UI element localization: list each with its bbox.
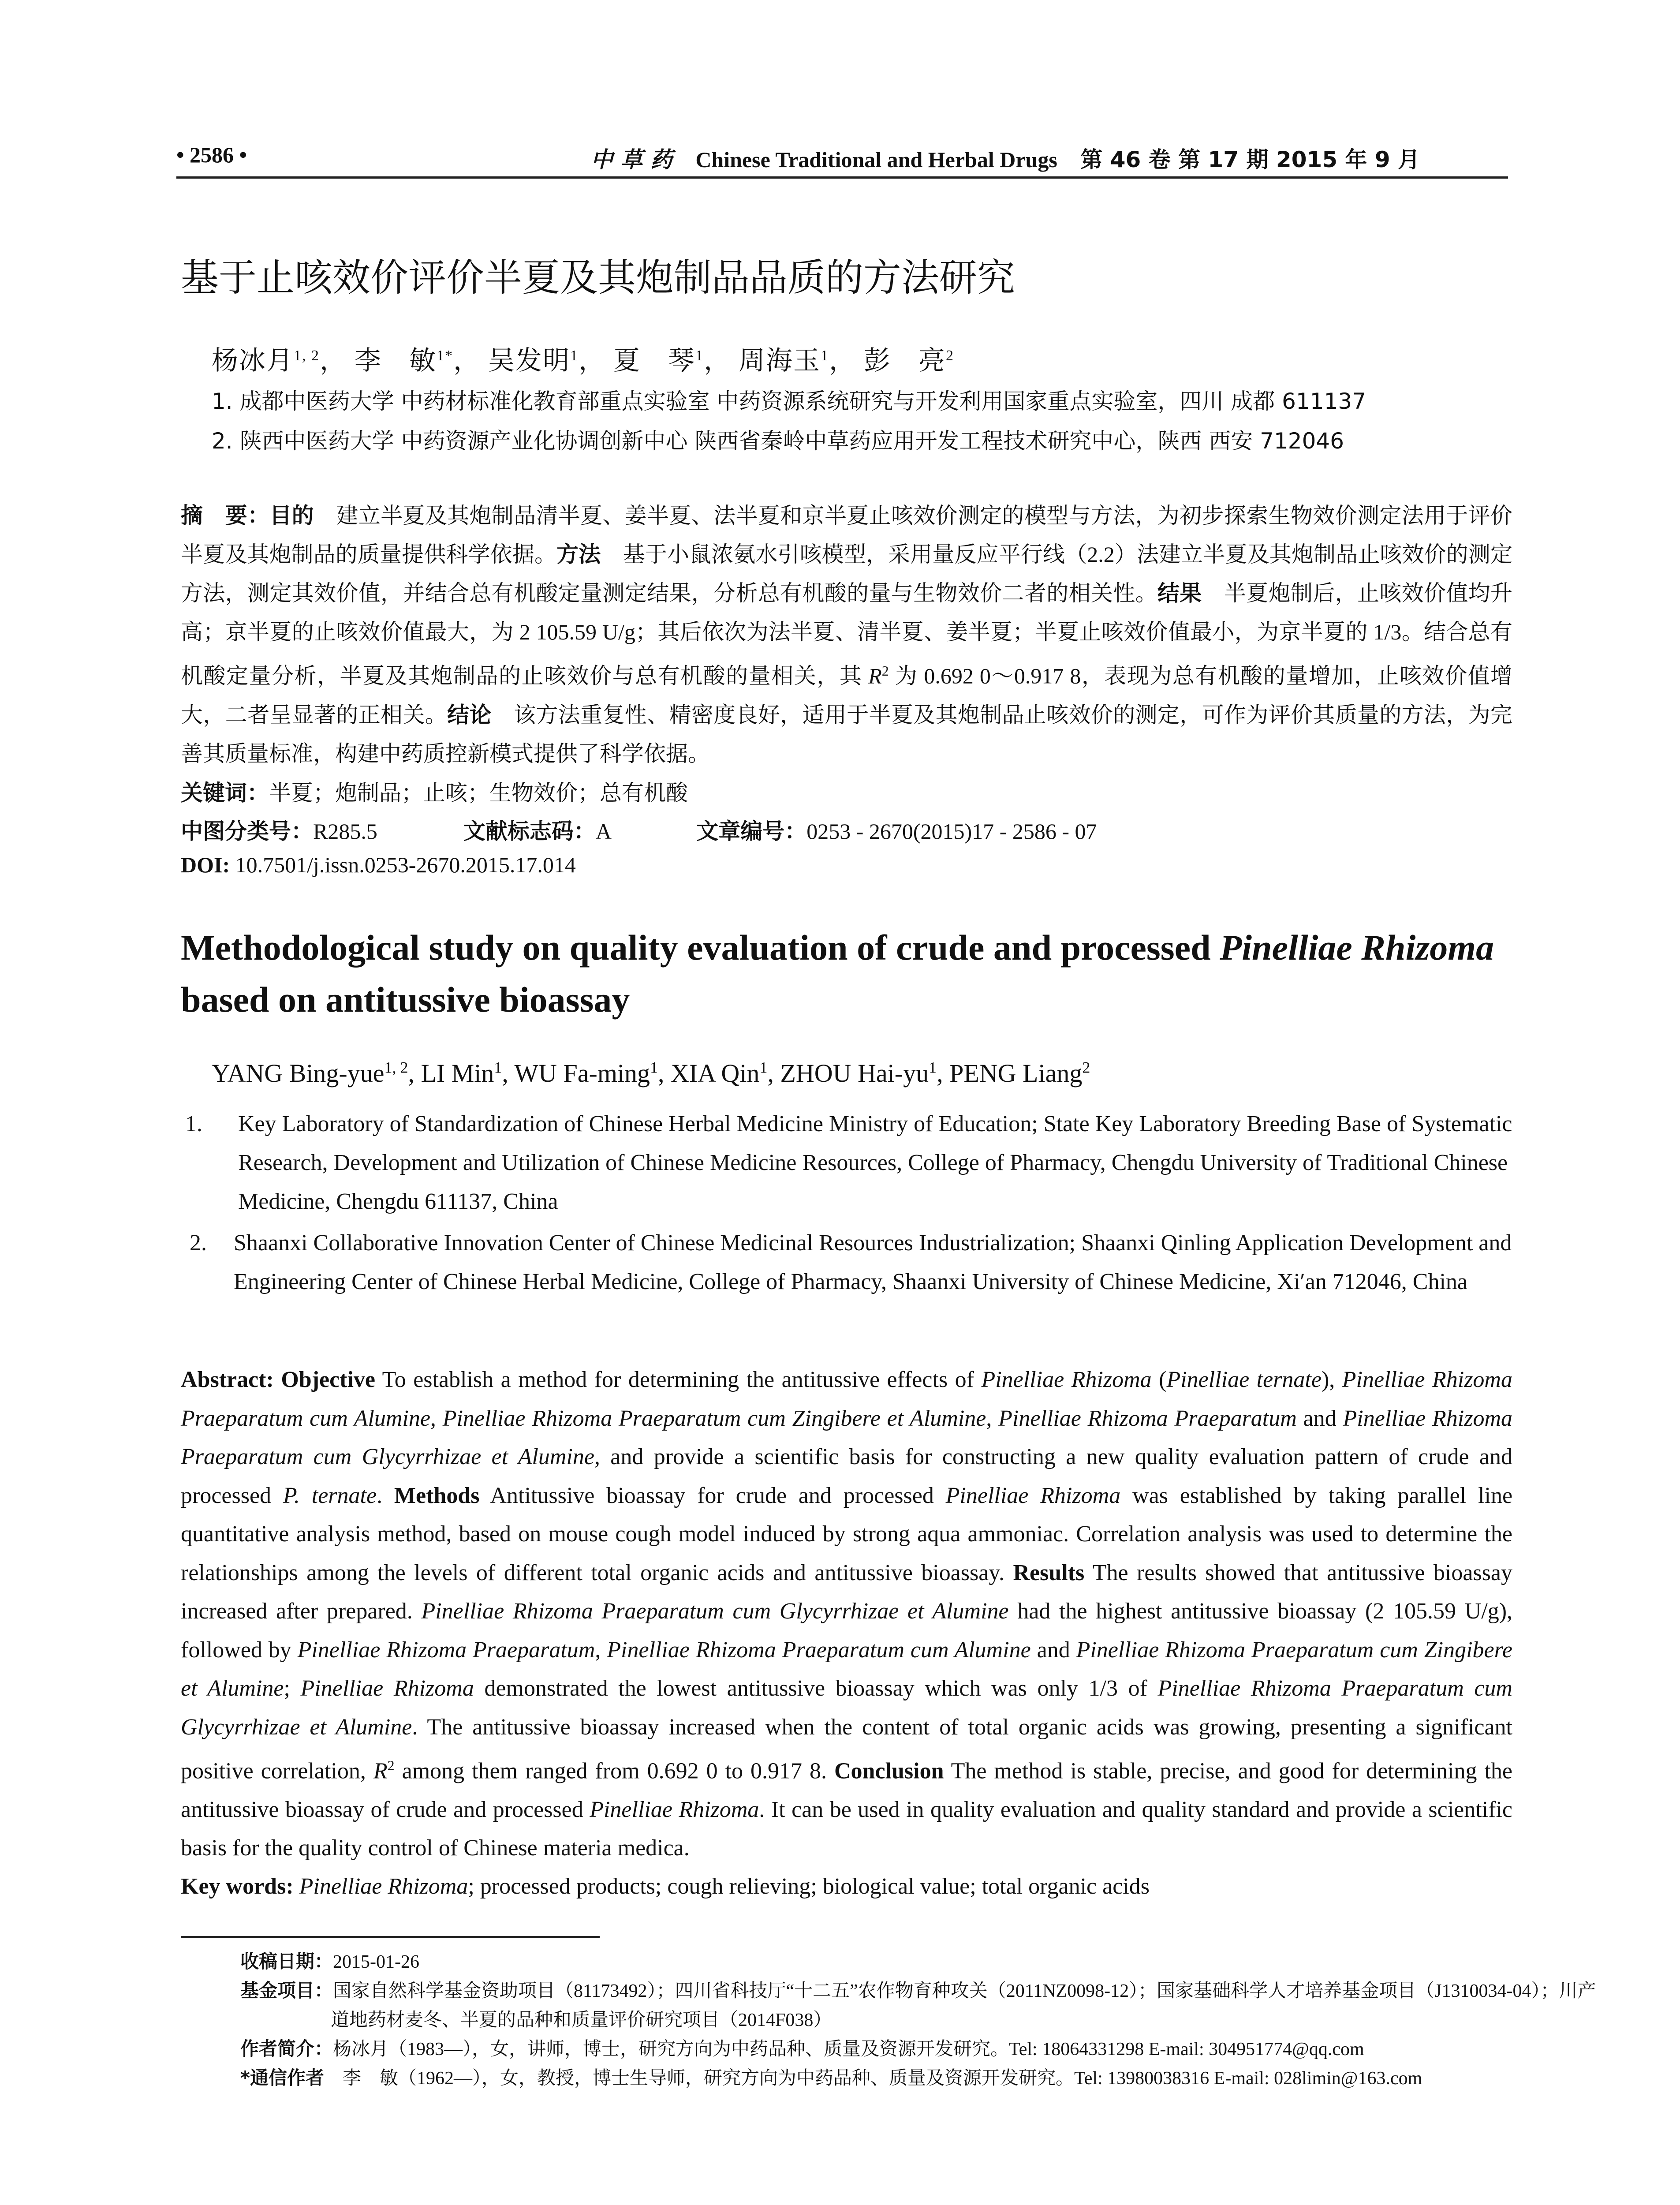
keywords-en: Key words: Pinelliae Rhizoma; processed products; cough relieving; biological value; total organic acids: [181, 1874, 1150, 1899]
author-cn: 杨冰月$^{1, 2}$，: [212, 346, 347, 375]
author-en: PENG Liang$^2$: [949, 1059, 1090, 1088]
journal-name-en: Chinese Traditional and Herbal Drugs: [695, 147, 1057, 172]
author-cn: 周海玉$^1$，: [739, 346, 856, 375]
doi-line: DOI: 10.7501/j.issn.0253-2670.2015.17.014: [181, 852, 576, 877]
paper-title-cn: 基于止咳效价评价半夏及其炮制品品质的方法研究: [181, 256, 1015, 300]
author-cn: 李 敏$^{1*}$，: [355, 346, 481, 375]
author-cn: 吴发明$^1$，: [488, 346, 606, 375]
author-en: XIA Qin$^1$,: [671, 1059, 780, 1088]
abstract-cn-label: 摘 要：: [181, 503, 270, 528]
authors-en: [212, 1058, 1090, 1088]
authors-cn: [212, 340, 954, 377]
footnote-received: 收稿日期：2015-01-26: [240, 1951, 419, 1972]
page-number: • 2586 •: [176, 142, 247, 167]
footnote-author-bio: 作者简介：杨冰月（1983—），女，讲师，博士，研究方向为中药品种、质量及资源开发研究。Tel: 18064331298 E-mail: 304951774@qq.com: [240, 2038, 1364, 2059]
affiliation-cn-1: 1. 成都中医药大学 中药材标准化教育部重点实验室 中药资源系统研究与开发利用国家重点实验室，四川 成都 611137: [212, 389, 1366, 414]
abstract-cn-methods: 基于小鼠浓氨水引咳模型，采用量反应平行线（2.2）法建立半夏及其炮制品止咳效价的测定方法，测定其效价值，并结合总有机酸定量测定结果，分析总有机酸的量与生物效价二者的相关性。: [181, 542, 1513, 605]
abstract-en: Abstract: Objective To establish a method for determining the antitussive effects of Pinelliae Rhizoma (Pinelliae ternate), Pinelliae Rhizoma Praeparatum cum Alumine, Pinelliae Rhizoma Praeparatum cum Zingibere et Alumine, Pinelliae Rhizoma Praeparatum and Pinelliae Rhizoma Praeparatum cum Glycyrrhizae et Alumine, and provide a scientific basis for constructing a new quality evaluation pattern of crude and processed P. ternate. Methods Antitussive bioassay for crude and processed Pinelliae Rhizoma was established by taking parallel line quantitative analysis method, based on mouse cough model induced by strong aqua ammoniac. Correlation analysis was used to determine the relationships among the levels of different total organic acids and antitussive bioassay. Results The results showed that antitussive bioassay increased after prepared. Pinelliae Rhizoma Praeparatum cum Glycyrrhizae et Alumine had the highest antitussive bioassay (2 105.59 U/g), followed by Pinelliae Rhizoma Praeparatum, Pinelliae Rhizoma Praeparatum cum Alumine and Pinelliae Rhizoma Praeparatum cum Zingibere et Alumine; Pinelliae Rhizoma demonstrated the lowest antitussive bioassay which was only 1/3 of Pinelliae Rhizoma Praeparatum cum Glycyrrhizae et Alumine. The antitussive bioassay increased when the content of total organic acids was growing, presenting a significant positive correlation, $R^2$ among them ranged from 0.692 0 to 0.917 8. Conclusion The method is stable, precise, and good for determining the antitussive bioassay of crude and processed Pinelliae Rhizoma. It can be used in quality evaluation and quality standard and provide a scientific basis for the quality control of Chinese materia medica.: [181, 1367, 1513, 1861]
journal-name-cn: 中 草 药: [591, 147, 672, 172]
abstract-en-conclusion-label: Conclusion: [834, 1758, 944, 1784]
footnote-rule: [181, 1936, 600, 1938]
abstract-cn-objective-label: 目的: [269, 503, 314, 528]
abstract-cn: 摘 要：目的 建立半夏及其炮制品清半夏、姜半夏、法半夏和京半夏止咳效价测定的模型与方法，为初步探索生物效价测定法用于评价半夏及其炮制品的质量提供科学依据。方法 基于小鼠浓氨水引咳模型，采用量反应平行线（2.2）法建立半夏及其炮制品止咳效价的测定方法，测定其效价值，并结合总有机酸定量测定结果，分析总有机酸的量与生物效价二者的相关性。结果 半夏炮制后，止咳效价值均升高；京半夏的止咳效价值最大，为 2 105.59 U/g；其后依次为法半夏、清半夏、姜半夏；半夏止咳效价值最小，为京半夏的 1/3。结合总有机酸定量分析，半夏及其炮制品的止咳效价与总有机酸的量相关，其 $R^2$ 为 0.692 0～0.917 8，表现为总有机酸的量增加，止咳效价值增大，二者呈显著的正相关。结论 该方法重复性、精密度良好，适用于半夏及其炮制品止咳效价的测定，可作为评价其质量的方法，为完善其质量标准，构建中药质控新模式提供了科学依据。: [181, 503, 1513, 766]
doi-value[interactable]: 10.7501/j.issn.0253-2670.2015.17.014: [235, 852, 576, 877]
author-cn: 彭 亮$^2$: [864, 346, 954, 375]
author-en: YANG Bing-yue$^{1, 2}$,: [212, 1059, 421, 1088]
footnote-funding: 基金项目：国家自然科学基金资助项目（81173492）；四川省科技厅“十二五”农作物育种攻关（2011NZ0098-12）；国家基础科学人才培养基金项目（J1310034-04）；川产道地药材麦冬、半夏的品种和质量评价研究项目（2014F038）: [240, 1980, 1596, 2030]
affiliation-en-1: 1. Key Laboratory of Standardization of Chinese Herbal Medicine Ministry of Education; State Key Laboratory Breeding Base of Systematic Research, Development and Utilization of Chinese Medicine Resources, College of Pharmacy, Chengdu University of Traditional Chinese Medicine, Chengdu 611137, China: [185, 1111, 1512, 1214]
author-en: WU Fa-ming$^1$,: [514, 1059, 671, 1088]
header-rule: [176, 176, 1508, 179]
abstract-cn-conclusion: 该方法重复性、精密度良好，适用于半夏及其炮制品止咳效价的测定，可作为评价其质量的方法，为完善其质量标准，构建中药质控新模式提供了科学依据。: [181, 702, 1513, 766]
abstract-en-label: Abstract:: [181, 1367, 274, 1392]
affiliation-cn-2: 2. 陕西中医药大学 中药资源产业化协调创新中心 陕西省秦岭中草药应用开发工程技术研究中心，陕西 西安 712046: [212, 428, 1344, 454]
author-cn: 夏 琴$^1$，: [613, 346, 731, 375]
journal-name: [591, 142, 1420, 174]
abstract-cn-results-label: 结果: [1157, 580, 1202, 606]
abstract-cn-conclusion-label: 结论: [447, 702, 492, 728]
abstract-cn-results: 半夏炮制后，止咳效价值均升高；京半夏的止咳效价值最大，为 2 105.59 U/g；其后依次为法半夏、清半夏、姜半夏；半夏止咳效价值最小，为京半夏的 1/3。结合总有机酸定量分析，半夏及其炮制品的止咳效价与总有机酸的量相关，其: [181, 581, 1513, 688]
abstract-cn-methods-label: 方法: [556, 542, 601, 567]
keywords-cn: 关键词：半夏；炮制品；止咳；生物效价；总有机酸: [181, 780, 688, 806]
abstract-cn-objective: 建立半夏及其炮制品清半夏、姜半夏、法半夏和京半夏止咳效价测定的模型与方法，为初步探索生物效价测定法用于评价半夏及其炮制品的质量提供科学依据。: [181, 503, 1513, 567]
abstract-en-results-label: Results: [1013, 1560, 1085, 1585]
affiliation-en-2: 2. Shaanxi Collaborative Innovation Center of Chinese Medicinal Resources Industrialization; Shaanxi Qinling Application Development and Engineering Center of Chinese Herbal Medicine, College of Pharmacy, Shaanxi University of Chinese Medicine, Xi′an 712046, China: [190, 1230, 1512, 1294]
running-header: [176, 132, 1508, 181]
paper-title-en: Methodological study on quality evaluation of crude and processed Pinelliae Rhizoma based on antitussive bioassay: [181, 927, 1494, 1020]
classification-line: 中图分类号：R285.5 文献标志码：A 文章编号：0253 - 2670(2015)17 - 2586 - 07: [181, 818, 1097, 844]
abstract-en-methods-label: Methods: [394, 1483, 480, 1508]
author-en: LI Min$^1$,: [421, 1059, 515, 1088]
footnote-corresponding: *通信作者 李 敏（1962—），女，教授，博士生导师，研究方向为中药品种、质量及资源开发研究。Tel: 13980038316 E-mail: 028limin@163.com: [240, 2067, 1422, 2089]
author-en: ZHOU Hai-$yu^1$,: [780, 1059, 950, 1088]
journal-issue: 第 46 卷 第 17 期 2015 年 9 月: [1080, 147, 1420, 172]
abstract-en-objective-label: Objective: [281, 1367, 376, 1392]
